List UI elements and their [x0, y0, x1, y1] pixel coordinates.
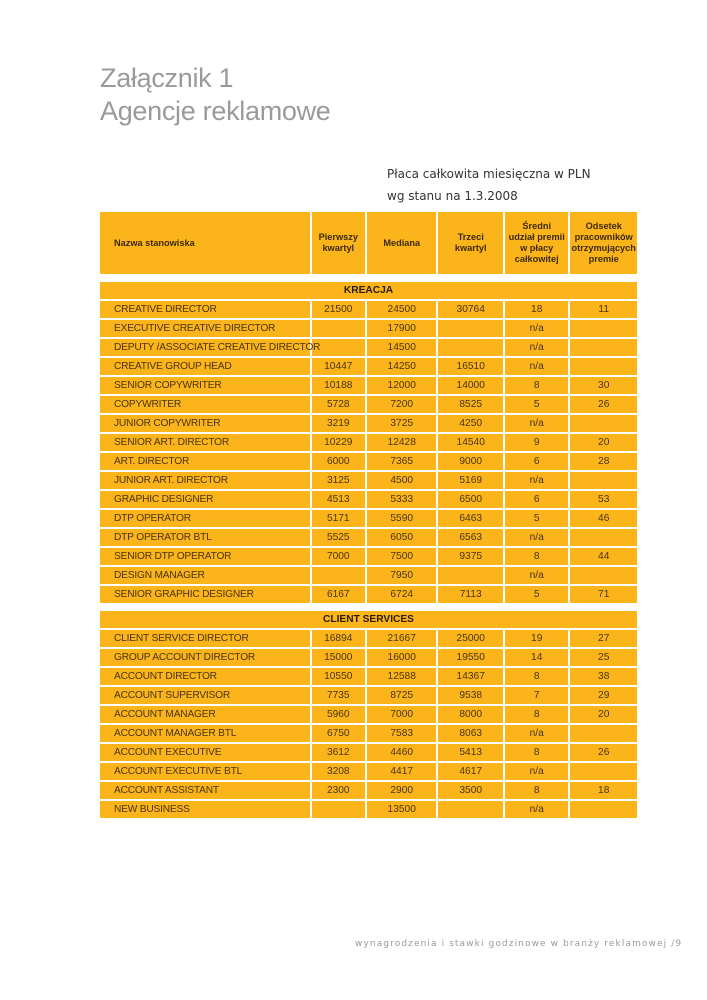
header-text-line: Pierwszy [318, 232, 358, 242]
first-quartile-cell: 5525 [312, 529, 365, 546]
position-name-cell: ACCOUNT EXECUTIVE [100, 744, 310, 761]
third-quartile-cell: 5169 [438, 472, 502, 489]
first-quartile-cell: 15000 [312, 649, 365, 666]
median-cell: 4460 [367, 744, 437, 761]
table-row [100, 782, 637, 799]
first-quartile-cell: 10550 [312, 668, 365, 685]
third-quartile-cell: 6500 [438, 491, 502, 508]
median-cell: 12588 [367, 668, 437, 685]
position-name-cell: GRAPHIC DESIGNER [100, 491, 310, 508]
first-quartile-cell: 10229 [312, 434, 365, 451]
position-name-cell: ART. DIRECTOR [100, 453, 310, 470]
avg-bonus-share-cell: 9 [505, 434, 568, 451]
avg-bonus-share-cell: n/a [505, 472, 568, 489]
header-text-line: kwartyl [454, 243, 487, 253]
median-cell: 8725 [367, 687, 437, 704]
avg-bonus-share-cell: n/a [505, 358, 568, 375]
pct-receiving-bonus-cell [570, 415, 637, 432]
third-quartile-cell [438, 320, 502, 337]
avg-bonus-share-cell: 8 [505, 782, 568, 799]
first-quartile-cell: 3612 [312, 744, 365, 761]
section-title: CLIENT SERVICES [100, 611, 637, 628]
header-avg-bonus-share [505, 212, 568, 274]
third-quartile-cell: 7113 [438, 586, 502, 603]
pct-receiving-bonus-cell [570, 358, 637, 375]
position-name-cell: CREATIVE DIRECTOR [100, 301, 310, 318]
third-quartile-cell: 14000 [438, 377, 502, 394]
third-quartile-cell: 14540 [438, 434, 502, 451]
pct-receiving-bonus-cell: 26 [570, 744, 637, 761]
third-quartile-cell: 8525 [438, 396, 502, 413]
third-quartile-cell: 9000 [438, 453, 502, 470]
median-cell: 13500 [367, 801, 437, 818]
position-name-cell: ACCOUNT MANAGER BTL [100, 725, 310, 742]
avg-bonus-share-cell: 8 [505, 668, 568, 685]
position-name-cell: DTP OPERATOR BTL [100, 529, 310, 546]
table-body [100, 276, 637, 818]
table-row [100, 453, 637, 470]
section-header-row [100, 611, 637, 628]
spacer-cell [100, 605, 637, 609]
position-name-cell: SENIOR ART. DIRECTOR [100, 434, 310, 451]
median-cell: 5333 [367, 491, 437, 508]
pct-receiving-bonus-cell: 18 [570, 782, 637, 799]
third-quartile-cell: 16510 [438, 358, 502, 375]
header-text-line: Mediana [383, 237, 421, 248]
table-row [100, 320, 637, 337]
pct-receiving-bonus-cell: 20 [570, 434, 637, 451]
table-row [100, 567, 637, 584]
avg-bonus-share-cell: 8 [505, 706, 568, 723]
median-cell: 12428 [367, 434, 437, 451]
median-cell: 7500 [367, 548, 437, 565]
first-quartile-cell: 5171 [312, 510, 365, 527]
caption-line-1: Płaca całkowita miesięczna w PLN [387, 167, 591, 181]
pct-receiving-bonus-cell [570, 763, 637, 780]
header-text-line: premie [588, 254, 619, 264]
pct-receiving-bonus-cell: 25 [570, 649, 637, 666]
avg-bonus-share-cell: 5 [505, 396, 568, 413]
avg-bonus-share-cell: 5 [505, 510, 568, 527]
position-name-cell: DTP OPERATOR [100, 510, 310, 527]
position-name-cell: ACCOUNT SUPERVISOR [100, 687, 310, 704]
first-quartile-cell: 6167 [312, 586, 365, 603]
median-cell: 5590 [367, 510, 437, 527]
avg-bonus-share-cell: 18 [505, 301, 568, 318]
table-row [100, 491, 637, 508]
avg-bonus-share-cell: 8 [505, 548, 568, 565]
third-quartile-cell: 3500 [438, 782, 502, 799]
position-name-cell: COPYWRITER [100, 396, 310, 413]
pct-receiving-bonus-cell: 28 [570, 453, 637, 470]
table-row [100, 801, 637, 818]
position-name-cell: SENIOR DTP OPERATOR [100, 548, 310, 565]
position-name-cell: DEPUTY /ASSOCIATE CREATIVE DIRECTOR [100, 339, 310, 356]
position-name-cell: SENIOR GRAPHIC DESIGNER [100, 586, 310, 603]
avg-bonus-share-cell: 19 [505, 630, 568, 647]
median-cell: 2900 [367, 782, 437, 799]
table-row [100, 377, 637, 394]
table-caption [387, 163, 591, 207]
pct-receiving-bonus-cell: 71 [570, 586, 637, 603]
page-footer: wynagrodzenia i stawki godzinowe w branży reklamowej /9 [355, 939, 683, 949]
pct-receiving-bonus-cell: 11 [570, 301, 637, 318]
table-row [100, 706, 637, 723]
avg-bonus-share-cell: 14 [505, 649, 568, 666]
table-row [100, 725, 637, 742]
first-quartile-cell: 16894 [312, 630, 365, 647]
third-quartile-cell [438, 567, 502, 584]
median-cell: 21667 [367, 630, 437, 647]
first-quartile-cell [312, 801, 365, 818]
position-name-cell: SENIOR COPYWRITER [100, 377, 310, 394]
table-row [100, 339, 637, 356]
header-pct-receiving-bonus [570, 212, 637, 274]
median-cell: 4417 [367, 763, 437, 780]
avg-bonus-share-cell: n/a [505, 801, 568, 818]
header-position-name [100, 212, 310, 274]
first-quartile-cell: 3219 [312, 415, 365, 432]
first-quartile-cell [312, 320, 365, 337]
third-quartile-cell: 30764 [438, 301, 502, 318]
table-row [100, 301, 637, 318]
pct-receiving-bonus-cell [570, 472, 637, 489]
pct-receiving-bonus-cell [570, 320, 637, 337]
table-row [100, 630, 637, 647]
header-text-line: Odsetek [585, 221, 622, 231]
median-cell: 7200 [367, 396, 437, 413]
avg-bonus-share-cell: n/a [505, 725, 568, 742]
third-quartile-cell: 8000 [438, 706, 502, 723]
first-quartile-cell [312, 567, 365, 584]
avg-bonus-share-cell: 5 [505, 586, 568, 603]
median-cell: 17900 [367, 320, 437, 337]
avg-bonus-share-cell: n/a [505, 763, 568, 780]
pct-receiving-bonus-cell: 26 [570, 396, 637, 413]
salary-table [98, 210, 639, 820]
position-name-cell: EXECUTIVE CREATIVE DIRECTOR [100, 320, 310, 337]
pct-receiving-bonus-cell [570, 339, 637, 356]
first-quartile-cell: 10447 [312, 358, 365, 375]
first-quartile-cell: 6000 [312, 453, 365, 470]
table-row [100, 529, 637, 546]
third-quartile-cell: 14367 [438, 668, 502, 685]
position-name-cell: GROUP ACCOUNT DIRECTOR [100, 649, 310, 666]
section-header-row [100, 282, 637, 299]
third-quartile-cell: 9538 [438, 687, 502, 704]
header-text-line: udział premii [508, 232, 565, 242]
third-quartile-cell: 4617 [438, 763, 502, 780]
avg-bonus-share-cell: n/a [505, 415, 568, 432]
third-quartile-cell: 5413 [438, 744, 502, 761]
header-text-line: Nazwa stanowiska [114, 237, 195, 248]
first-quartile-cell: 10188 [312, 377, 365, 394]
avg-bonus-share-cell: n/a [505, 339, 568, 356]
header-third-quartile [438, 212, 502, 274]
first-quartile-cell: 6750 [312, 725, 365, 742]
third-quartile-cell: 4250 [438, 415, 502, 432]
table-row [100, 744, 637, 761]
header-first-quartile [312, 212, 365, 274]
table-row [100, 358, 637, 375]
position-name-cell: ACCOUNT EXECUTIVE BTL [100, 763, 310, 780]
third-quartile-cell [438, 801, 502, 818]
median-cell: 7000 [367, 706, 437, 723]
table-row [100, 763, 637, 780]
first-quartile-cell: 3125 [312, 472, 365, 489]
first-quartile-cell: 21500 [312, 301, 365, 318]
pct-receiving-bonus-cell [570, 725, 637, 742]
pct-receiving-bonus-cell [570, 529, 637, 546]
first-quartile-cell: 7000 [312, 548, 365, 565]
table-row [100, 415, 637, 432]
position-name-cell: JUNIOR ART. DIRECTOR [100, 472, 310, 489]
position-name-cell: JUNIOR COPYWRITER [100, 415, 310, 432]
position-name-cell: NEW BUSINESS [100, 801, 310, 818]
section-spacer [100, 605, 637, 609]
median-cell: 7950 [367, 567, 437, 584]
first-quartile-cell: 3208 [312, 763, 365, 780]
avg-bonus-share-cell: 6 [505, 491, 568, 508]
pct-receiving-bonus-cell: 20 [570, 706, 637, 723]
median-cell: 14250 [367, 358, 437, 375]
section-spacer [100, 276, 637, 280]
title-line-1: Załącznik 1 [100, 63, 234, 93]
median-cell: 24500 [367, 301, 437, 318]
position-name-cell: ACCOUNT MANAGER [100, 706, 310, 723]
header-text-line: otrzymujących [571, 243, 636, 253]
table-header-row [100, 212, 637, 274]
pct-receiving-bonus-cell: 29 [570, 687, 637, 704]
table-row [100, 396, 637, 413]
avg-bonus-share-cell: 8 [505, 377, 568, 394]
median-cell: 3725 [367, 415, 437, 432]
median-cell: 16000 [367, 649, 437, 666]
page-title [100, 62, 331, 128]
pct-receiving-bonus-cell: 44 [570, 548, 637, 565]
table-row [100, 548, 637, 565]
pct-receiving-bonus-cell [570, 567, 637, 584]
median-cell: 12000 [367, 377, 437, 394]
pct-receiving-bonus-cell: 53 [570, 491, 637, 508]
header-text-line: w płacy [520, 243, 554, 253]
pct-receiving-bonus-cell: 38 [570, 668, 637, 685]
avg-bonus-share-cell: n/a [505, 529, 568, 546]
header-median [367, 212, 437, 274]
third-quartile-cell: 6463 [438, 510, 502, 527]
header-text-line: całkowitej [514, 254, 559, 264]
table-row [100, 586, 637, 603]
median-cell: 6724 [367, 586, 437, 603]
caption-line-2: wg stanu na 1.3.2008 [387, 189, 518, 203]
median-cell: 14500 [367, 339, 437, 356]
table-row [100, 472, 637, 489]
avg-bonus-share-cell: 6 [505, 453, 568, 470]
third-quartile-cell [438, 339, 502, 356]
avg-bonus-share-cell: n/a [505, 567, 568, 584]
median-cell: 4500 [367, 472, 437, 489]
table-row [100, 434, 637, 451]
position-name-cell: ACCOUNT DIRECTOR [100, 668, 310, 685]
position-name-cell: CLIENT SERVICE DIRECTOR [100, 630, 310, 647]
first-quartile-cell: 2300 [312, 782, 365, 799]
header-text-line: pracowników [574, 232, 633, 242]
spacer-cell [100, 276, 637, 280]
first-quartile-cell: 7735 [312, 687, 365, 704]
first-quartile-cell: 5960 [312, 706, 365, 723]
first-quartile-cell: 4513 [312, 491, 365, 508]
avg-bonus-share-cell: n/a [505, 320, 568, 337]
position-name-cell: DESIGN MANAGER [100, 567, 310, 584]
table-row [100, 510, 637, 527]
third-quartile-cell: 25000 [438, 630, 502, 647]
pct-receiving-bonus-cell: 27 [570, 630, 637, 647]
position-name-cell: ACCOUNT ASSISTANT [100, 782, 310, 799]
pct-receiving-bonus-cell [570, 801, 637, 818]
table-row [100, 687, 637, 704]
header-text-line: kwartyl [322, 243, 355, 253]
table-row [100, 668, 637, 685]
third-quartile-cell: 9375 [438, 548, 502, 565]
median-cell: 7583 [367, 725, 437, 742]
position-name-cell: CREATIVE GROUP HEAD [100, 358, 310, 375]
table-row [100, 649, 637, 666]
header-text-line: Trzeci [457, 232, 484, 242]
median-cell: 6050 [367, 529, 437, 546]
title-line-2: Agencje reklamowe [100, 96, 331, 126]
third-quartile-cell: 6563 [438, 529, 502, 546]
median-cell: 7365 [367, 453, 437, 470]
third-quartile-cell: 19550 [438, 649, 502, 666]
pct-receiving-bonus-cell: 46 [570, 510, 637, 527]
avg-bonus-share-cell: 8 [505, 744, 568, 761]
avg-bonus-share-cell: 7 [505, 687, 568, 704]
first-quartile-cell: 5728 [312, 396, 365, 413]
header-text-line: Średni [522, 221, 551, 231]
third-quartile-cell: 8063 [438, 725, 502, 742]
pct-receiving-bonus-cell: 30 [570, 377, 637, 394]
section-title: KREACJA [100, 282, 637, 299]
